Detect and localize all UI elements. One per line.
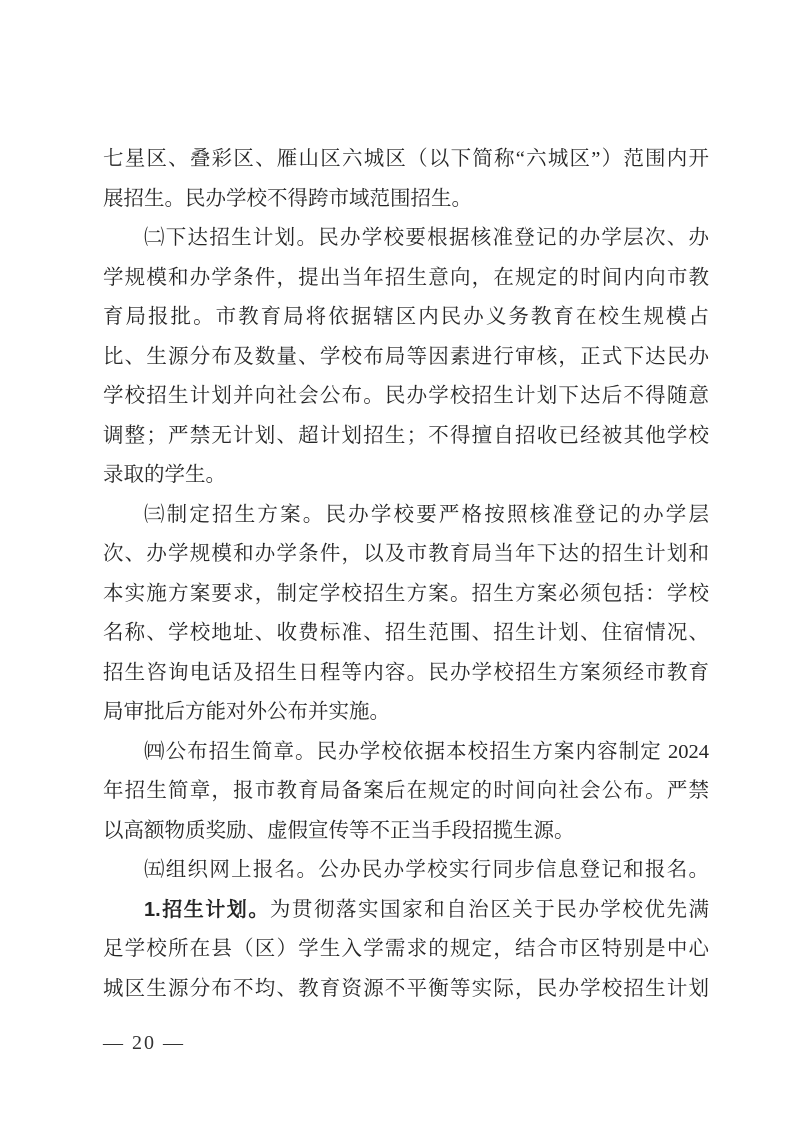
text-line [103, 535, 709, 575]
text-run: 育局报批。市教育局将依据辖区内民办义务教育在校生规模占 [103, 306, 709, 328]
text-line [103, 812, 709, 852]
text-run: 七星区、叠彩区、雁山区六城区（以下简称“六城区”）范围内开 [103, 148, 709, 170]
text-line [103, 140, 709, 180]
text-run: 年招生简章，报市教育局备案后在规定的时间向社会公布。严禁 [103, 780, 709, 802]
text-run: 学校招生计划并向社会公布。民办学校招生计划下达后不得随意 [103, 385, 709, 407]
page-footer [103, 1032, 185, 1055]
text-line [103, 219, 709, 259]
text-run: ㈣公布招生简章。民办学校依据本校招生方案内容制定 2024 [144, 740, 709, 763]
text-run: 展招生。民办学校不得跨市域范围招生。 [103, 187, 472, 210]
text-line [103, 970, 709, 1010]
text-line [103, 891, 709, 931]
text-run: ㈡下达招生计划。民办学校要根据核准登记的办学层次、办 [144, 227, 709, 249]
text-run: 以高额物质奖励、虚假宣传等不正当手段招揽生源。 [103, 819, 575, 842]
text-run: ㈢制定招生方案。民办学校要严格按照核准登记的办学层 [144, 503, 709, 526]
text-line [103, 496, 709, 536]
text-line [103, 654, 709, 694]
text-line [103, 298, 709, 338]
text-line [103, 851, 709, 891]
text-run: 名称、学校地址、收费标准、招生范围、招生计划、住宿情况、 [103, 622, 709, 644]
text-run: 本实施方案要求，制定学校招生方案。招生方案必须包括：学校 [103, 582, 709, 605]
text-run: 局审批后方能对外公布并实施。 [103, 701, 390, 723]
text-run: 足学校所在县（区）学生入学需求的规定，结合市区特别是中心 [103, 938, 709, 960]
text-run: 招生咨询电话及招生日程等内容。民办学校招生方案须经市教育 [103, 661, 709, 684]
text-line [103, 733, 709, 773]
text-run: 为贯彻落实国家和自治区关于民办学校优先满 [269, 898, 709, 921]
text-run: 城区生源分布不均、教育资源不平衡等实际，民办学校招生计划 [103, 977, 709, 1000]
text-run: ㈤组织网上报名。公办民办学校实行同步信息登记和报名。 [144, 859, 709, 881]
text-line [103, 693, 709, 733]
text-run: 调整；严禁无计划、超计划招生；不得擅自招收已经被其他学校 [103, 424, 709, 447]
text-line [103, 614, 709, 654]
text-run: 比、生源分布及数量、学校布局等因素进行审核，正式下达民办 [103, 345, 709, 368]
text-run: 次、办学规模和办学条件，以及市教育局当年下达的招生计划和 [103, 543, 709, 565]
text-line [103, 338, 709, 378]
text-line [103, 377, 709, 417]
text-line [103, 259, 709, 299]
text-line [103, 456, 709, 496]
text-line [103, 930, 709, 970]
page-number: — 20 — [103, 1032, 185, 1054]
text-run: 录取的学生。 [103, 464, 226, 486]
text-line [103, 417, 709, 457]
text-run: 学规模和办学条件，提出当年招生意向，在规定的时间内向市教 [103, 266, 709, 289]
text-line [103, 575, 709, 615]
document-content [103, 140, 709, 1009]
bold-text-run: 1.招生计划。 [144, 898, 270, 921]
text-line [103, 772, 709, 812]
text-line [103, 180, 709, 220]
